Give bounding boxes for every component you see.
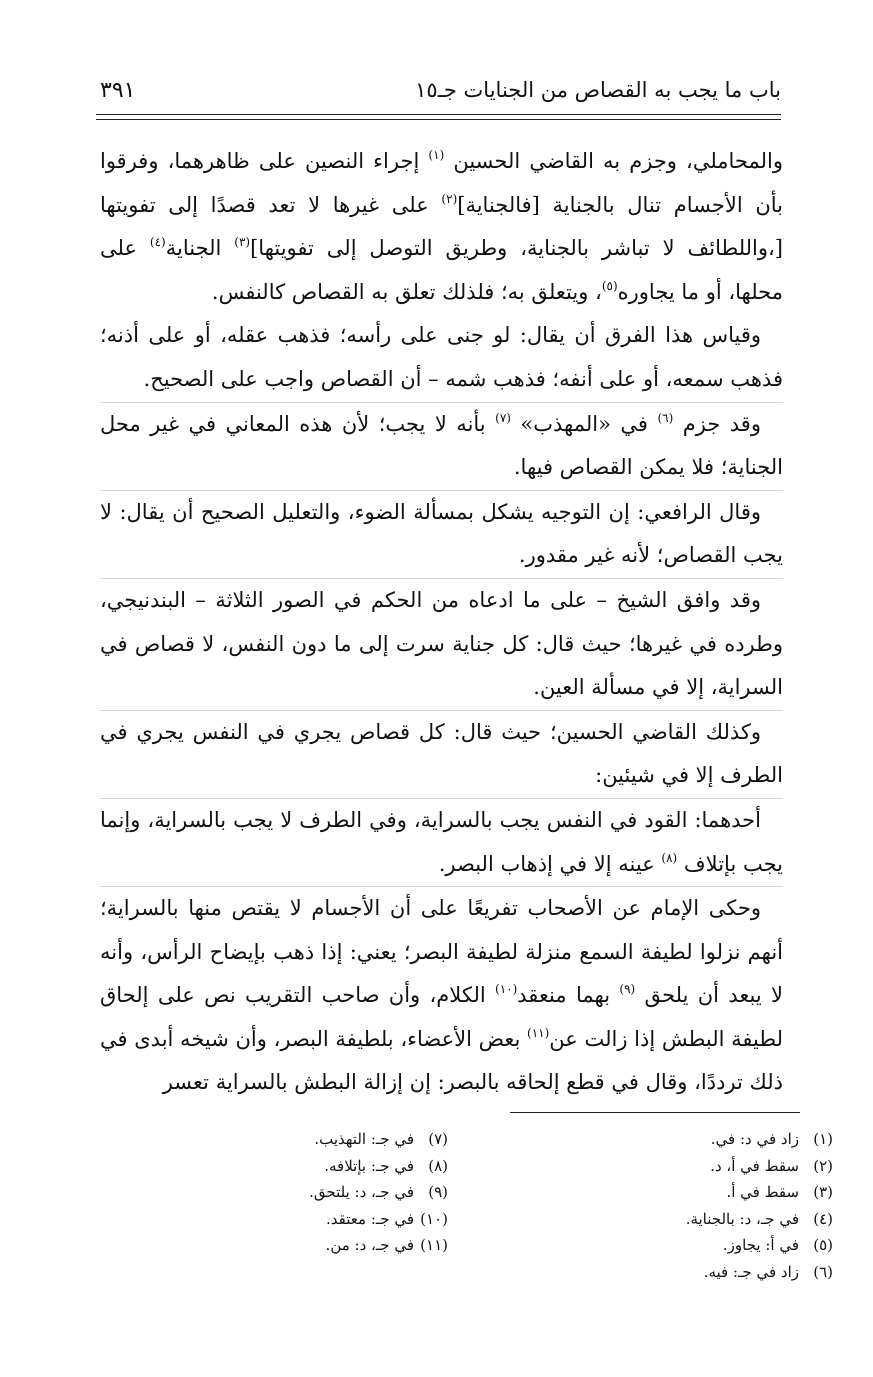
footnote-number: (٣) [813,1183,833,1202]
footnote-5 [513,1232,833,1259]
footnote-6 [513,1259,833,1286]
footnote-text: زاد في د: في. [710,1130,799,1148]
footnote-number: (٥) [813,1236,833,1255]
text-run: أحدهما: القود في النفس يجب بالسراية، وفي الطرف لا يجب بالسراية، وإنما يجب بإتلاف [100,807,783,876]
paragraph-6: وكذلك القاضي الحسين؛ حيث قال: كل قصاص يجري في النفس يجري في الطرف إلا في شيئين: [100,710,783,798]
footnote-text: في جـ: بإتلافه. [324,1156,414,1175]
text-run: الجناية [165,236,235,261]
footnote-ref-9: (٩) [619,982,636,997]
footnote-text: في جـ، د: بالجناية. [685,1209,799,1228]
footnote-9 [128,1179,448,1206]
text-run: وقد جزم [673,411,761,436]
footnotes-right-column [513,1126,833,1286]
text-run: عينه إلا في إذهاب البصر. [438,851,662,876]
paragraph-8 [100,886,783,1105]
footnote-number: (٦) [813,1262,833,1281]
page-number: ٣٩١ [100,78,136,103]
paragraph-5: وقد وافق الشيخ – على ما ادعاه من الحكم في الصور الثلاثة – البندنيجي، وطرده في غيرها؛ حيث قال: كل جناية سرت إلى ما دون النفس، لا قصاص في السراية، إلا في مسألة العين. [100,578,783,710]
text-run: والمحاملي، وجزم به القاضي الحسين [444,149,784,173]
footnote-number: (١٠) [420,1209,448,1228]
footnote-ref-4: (٤) [149,235,166,250]
main-text [100,140,783,1105]
text-run: ، ويتعلق به؛ فلذلك تعلق به القصاص كالنفس. [211,279,602,304]
page-header [96,72,781,122]
footnote-ref-6: (٦) [657,410,674,425]
paragraph-1 [100,140,783,314]
footnote-text: في أ: يجاوز. [722,1236,799,1255]
footnote-3 [513,1179,833,1206]
footnote-ref-8: (٨) [661,850,678,865]
text-run: الكلام، وأن صاحب التقريب نص على إلحاق لطيفة البطش إذا زالت عن [100,983,783,1051]
footnote-text: في جـ: معتقد. [326,1209,414,1228]
text-run: بعض الأعضاء، بلطيفة البصر، وأن شيخه أبدى في ذلك ترددًا، وقال في قطع إلحاقه بالبصر: إن إزالة البطش بالسراية تعسر [100,1026,783,1095]
text-run: إجراء النصين على ظاهرهما، وفرقوا بأن الأجسام تنال بالجناية [فالجناية] [100,149,783,217]
footnote-text: في جـ، د: من. [325,1236,414,1255]
paragraph-4: وقال الرافعي: إن التوجيه يشكل بمسألة الضوء، والتعليل الصحيح أن يقال: لا يجب القصاص؛ لأنه غير مقدور. [100,490,783,578]
text-run: بأنه لا يجب؛ لأن هذه المعاني في غير محل الجناية؛ فلا يمكن القصاص فيها. [100,411,783,480]
footnote-number: (١) [813,1130,833,1148]
footnote-2 [513,1153,833,1180]
footnote-ref-5: (٥) [601,278,618,293]
footnote-4 [513,1206,833,1233]
text-run: وحكى الإمام عن الأصحاب تفريعًا على أن الأجسام لا يقتص منها بالسراية؛ أنهم نزلوا لطيفة السمع منزلة لطيفة البصر؛ يعني: إذا ذهب بإيضاح الرأس، وأنه لا يبعد أن يلحق [100,896,783,1008]
header-rule-bottom [96,119,781,120]
paragraph-7 [100,798,783,886]
footnotes-left-column [128,1126,448,1259]
running-title: باب ما يجب به القصاص من الجنايات جـ١٥ [415,78,781,102]
paragraph-3 [100,402,783,490]
footnote-8 [128,1153,448,1180]
footnote-text: سقط في أ. [726,1183,799,1202]
footnote-ref-7: (٧) [495,410,511,425]
footnote-text: في جـ، د: يلتحق. [309,1183,414,1202]
footnote-text: سقط في أ، د. [710,1156,799,1175]
footnote-ref-1: (١) [428,148,445,162]
footnote-number: (٧) [428,1130,448,1148]
footnote-text: زاد في جـ: فيه. [703,1262,799,1281]
footnote-number: (٤) [813,1209,833,1228]
text-run: على غيرها لا تعد قصدًا إلى تفويتها [،واللطائف لا تباشر بالجناية، وطريق التوصل إلى تفويتها] [100,192,783,261]
header-rule-top [96,114,781,115]
footnote-number: (٨) [428,1156,448,1175]
text-run: في «المهذب» [510,411,658,436]
footnote-separator [510,1112,800,1113]
footnote-ref-2: (٢) [441,191,458,206]
footnote-11 [128,1232,448,1259]
footnote-text: في جـ: التهذيب. [314,1130,414,1148]
text-run: بهما منعقد [517,983,620,1008]
footnote-number: (٢) [813,1156,833,1175]
footnote-7 [128,1126,448,1153]
footnote-10 [128,1206,448,1233]
footnote-number: (٩) [428,1183,448,1202]
paragraph-2: وقياس هذا الفرق أن يقال: لو جنى على رأسه؛ فذهب عقله، أو على أذنه؛ فذهب سمعه، أو على أنفه؛ فذهب شمه – أن القصاص واجب على الصحيح. [100,323,783,391]
footnote-ref-11: (١١) [527,1025,550,1040]
footnote-number: (١١) [420,1236,448,1255]
footnote-ref-10: (١٠) [495,982,518,997]
text-run: على محلها، أو ما يجاوره [100,236,783,304]
footnote-ref-3: (٣) [234,235,251,250]
footnote-1 [513,1126,833,1153]
